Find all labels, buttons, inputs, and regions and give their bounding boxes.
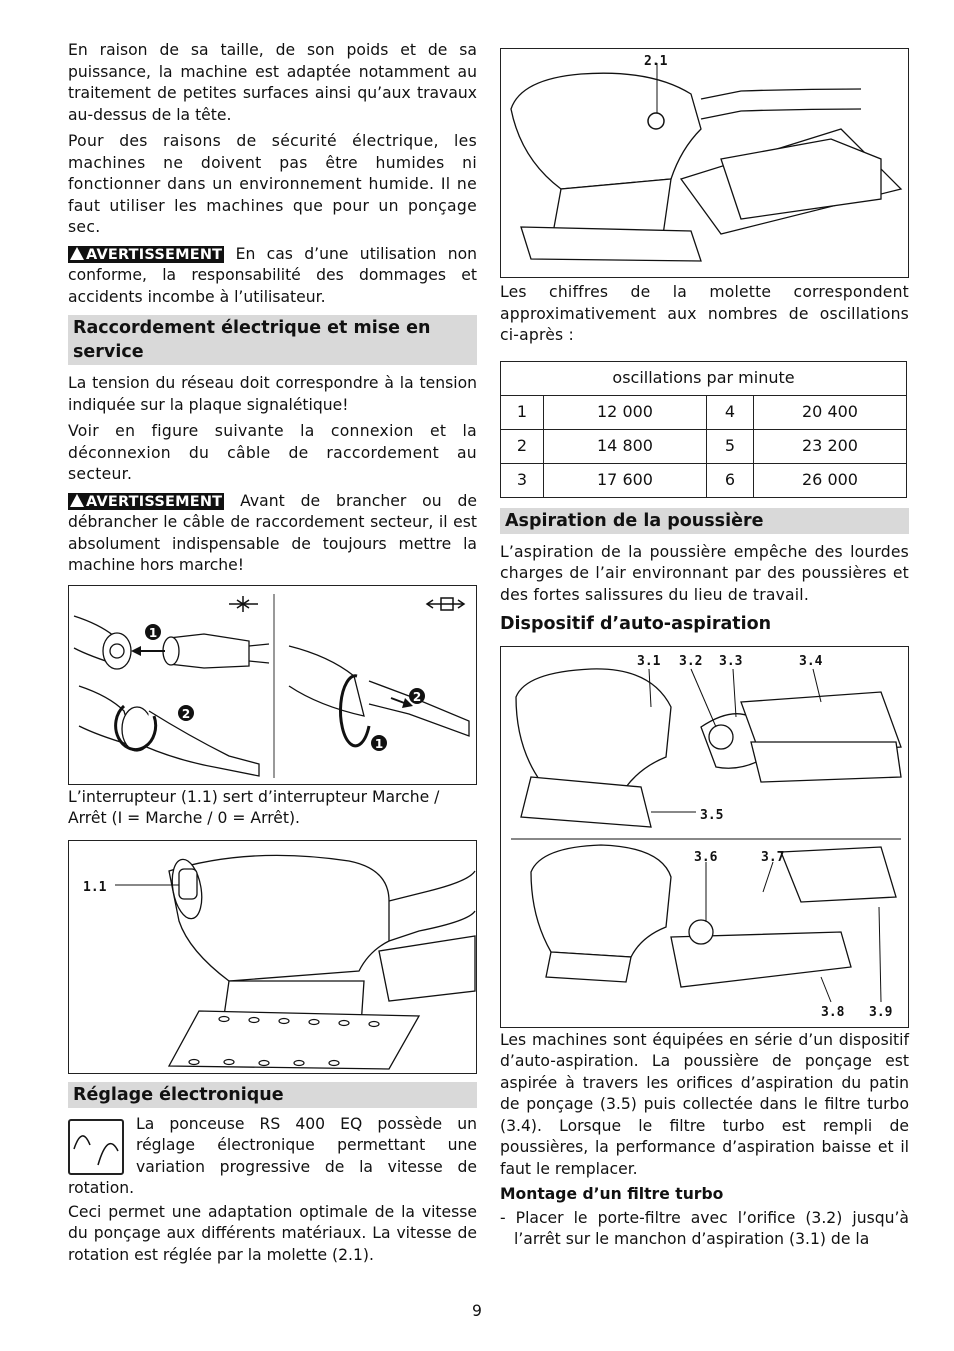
figure-label: 3.5 xyxy=(700,807,724,823)
list-item: - Placer le porte-filtre avec l’orifice (3.2) jusqu’à l’arrêt sur le manchon d’aspiration (3.1) de la xyxy=(500,1208,909,1248)
page-number: 9 xyxy=(472,1302,482,1320)
section-heading: Réglage électronique xyxy=(68,1082,477,1108)
figure-label: 3.3 xyxy=(719,653,743,669)
figure-label: 3.1 xyxy=(637,653,661,669)
figure-label: 3.9 xyxy=(869,1004,893,1020)
figure-label: 3.6 xyxy=(694,849,718,865)
speed-regulation-icon xyxy=(68,1119,124,1175)
subsection-heading: Dispositif d’auto-aspiration xyxy=(500,614,772,634)
paragraph: Les chiffres de la molette correspondent approximativement aux nombres de oscillations ci-après : xyxy=(500,283,909,344)
paragraph: Ceci permet une adaptation optimale de la vitesse du ponçage aux différents matériaux. La vitesse de rotation est réglée par la molette (2.1). xyxy=(68,1202,477,1264)
table-row: 2 14 800 5 23 200 xyxy=(501,429,907,463)
warning-paragraph: AVERTISSEMENT Avant de brancher ou de débrancher le câble de raccordement secteur, il est absolument indispensable de toujours mettre la machine hors marche! xyxy=(68,491,477,574)
paragraph: En raison de sa taille, de son poids et de sa puissance, la machine est adaptée notamment au traitement de petites surfaces ainsi qu’aux travaux au-dessus de la tête. xyxy=(68,41,477,124)
figure-label: 1.1 xyxy=(83,879,107,895)
table-row: 3 17 600 6 26 000 xyxy=(501,463,907,497)
left-column xyxy=(68,40,477,1266)
figure-label: 2.1 xyxy=(644,54,668,69)
figure-speed-wheel xyxy=(500,48,909,278)
figure-switch xyxy=(68,840,477,1074)
warning-icon xyxy=(70,494,84,507)
paragraph: La ponceuse RS 400 EQ possède un réglage électronique permettant une variation progressive de la vitesse de rotation. xyxy=(68,1114,477,1197)
warning-badge: AVERTISSEMENT xyxy=(68,246,224,263)
paragraph: L’aspiration de la poussière empêche des lourdes charges de l’air environnant par des poussières et des fortes salissures du lieu de travail. xyxy=(500,542,909,604)
svg-text:2: 2 xyxy=(181,706,191,721)
table-row: 1 12 000 4 20 400 xyxy=(501,395,907,429)
oscillation-table xyxy=(500,361,907,498)
cable-connection-illustration xyxy=(69,586,476,784)
figure-label: 3.2 xyxy=(679,653,703,669)
sander-wheel-illustration xyxy=(501,49,908,277)
svg-text:1: 1 xyxy=(148,625,158,640)
sander-switch-illustration xyxy=(69,841,476,1073)
dust-extraction-illustration xyxy=(501,647,908,1027)
paragraph: La tension du réseau doit correspondre à la tension indiquée sur la plaque signalétique! xyxy=(68,374,477,414)
paragraph: Les machines sont équipées en série d’un dispositif d’auto-aspiration. La poussière de ponçage est aspirée à travers les orifices d’aspiration du patin de ponçage (3.5) puis collectée dans le filtre turbo (3.4). Lorsque le filtre turbo est rempli de poussières, la performance d’aspiration baisse et il faut le remplacer. xyxy=(500,1030,909,1178)
figure-label: 3.7 xyxy=(761,849,785,865)
paragraph: Voir en figure suivante la connexion et la déconnexion du câble de raccordement au secteur. xyxy=(68,422,477,483)
svg-text:2: 2 xyxy=(412,689,422,704)
svg-text:1: 1 xyxy=(374,736,384,751)
section-heading: Aspiration de la poussière xyxy=(500,508,909,534)
section-heading: Raccordement électrique et mise en service xyxy=(68,315,477,365)
warning-paragraph: AVERTISSEMENT En cas d’une utilisation non conforme, la responsabilité des dommages et accidents incombe à l’utilisateur. xyxy=(68,244,477,306)
warning-icon xyxy=(70,247,84,260)
figure-label: 3.4 xyxy=(799,653,823,669)
paragraph: L’interrupteur (1.1) sert d’interrupteur Marche / Arrêt (I = Marche / 0 = Arrêt). xyxy=(68,787,440,827)
paragraph: Pour des raisons de sécurité électrique, les machines ne doivent pas être humides ni fonctionner dans un environnement humide. Il ne faut utiliser les machines que pour un ponçage sec. xyxy=(68,132,477,236)
subsection-heading: Montage d’un filtre turbo xyxy=(500,1185,724,1203)
figure-dust-extraction xyxy=(500,646,909,1028)
figure-label: 3.8 xyxy=(821,1004,845,1020)
warning-badge: AVERTISSEMENT xyxy=(68,493,224,510)
right-column xyxy=(500,48,909,1251)
figure-cable-connection xyxy=(68,585,477,785)
table-header: oscillations par minute xyxy=(501,361,907,395)
